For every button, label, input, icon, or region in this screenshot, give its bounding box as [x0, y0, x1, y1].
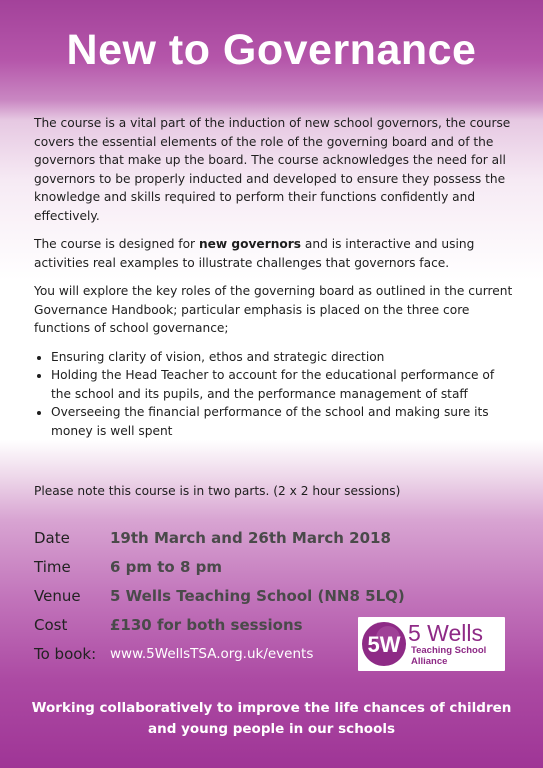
booking-link[interactable]: www.5WellsTSA.org.uk/events: [110, 645, 314, 662]
intro-paragraph-3: You will explore the key roles of the governing board as outlined in the current Governance Handbook; particular emphasis is placed on the three core functions of school governance;: [34, 284, 513, 335]
booking-label: To book:: [34, 644, 97, 663]
intro-paragraph-2-start: The course is designed for: [34, 237, 199, 251]
audience-emphasis: new governors: [198, 237, 302, 251]
venue-label: Venue: [34, 586, 81, 605]
cost-value: £130 for both sessions: [110, 615, 303, 634]
5w-circle-logo-icon: [361, 619, 407, 669]
footer-line-2: and young people in our schools: [147, 721, 396, 737]
logo-subtitle-line-2: Alliance: [411, 656, 448, 667]
intro-paragraph-2: [34, 235, 513, 272]
sessions-note: Please note this course is in two parts. (2 x 2 hour sessions): [34, 484, 401, 498]
intro-paragraph-1: The course is a vital part of the induction of new school governors, the course covers the essential elements of the role of the governing board and of the governors that make up the board. The course acknowledges the need for all governors to be properly inducted and developed to ensure they possess the knowledge and skills required to perform their functions confidently and effectively.: [34, 116, 511, 223]
logo-subtitle-line-1: Teaching School: [411, 645, 487, 656]
venue-row: [34, 581, 405, 610]
course-details: [34, 523, 405, 668]
cost-label: Cost: [34, 615, 68, 634]
time-row: [34, 552, 405, 581]
date-label: Date: [34, 528, 70, 547]
logo-subtitle: [411, 645, 486, 667]
date-value: 19th March and 26th March 2018: [110, 528, 391, 547]
core-functions-list: [34, 348, 513, 441]
booking-row: [34, 639, 405, 668]
venue-value: 5 Wells Teaching School (NN8 5LQ): [110, 586, 405, 605]
footer-tagline: [0, 698, 543, 740]
list-item: • Holding the Head Teacher to account for the educational performance of the school and its pupils, and the performance management of staff: [51, 366, 513, 403]
intro-paragraph-2-end: and is interactive and using activities real examples to illustrate challenges that governors face.: [34, 237, 475, 270]
5-wells-logo: [358, 617, 505, 671]
course-description: [34, 114, 513, 440]
list-item: • Ensuring clarity of vision, ethos and strategic direction: [51, 348, 513, 367]
logo-mark-text: 5W: [367, 632, 401, 657]
date-row: [34, 523, 405, 552]
time-label: Time: [34, 557, 71, 576]
cost-row: [34, 610, 405, 639]
page-title: New to Governance: [66, 26, 477, 74]
list-item: • Overseeing the financial performance of the school and making sure its money is well spent: [51, 403, 513, 440]
logo-name: 5 Wells: [408, 620, 483, 646]
footer-line-1: Working collaboratively to improve the life chances of children: [31, 700, 512, 716]
time-value: 6 pm to 8 pm: [110, 557, 222, 576]
